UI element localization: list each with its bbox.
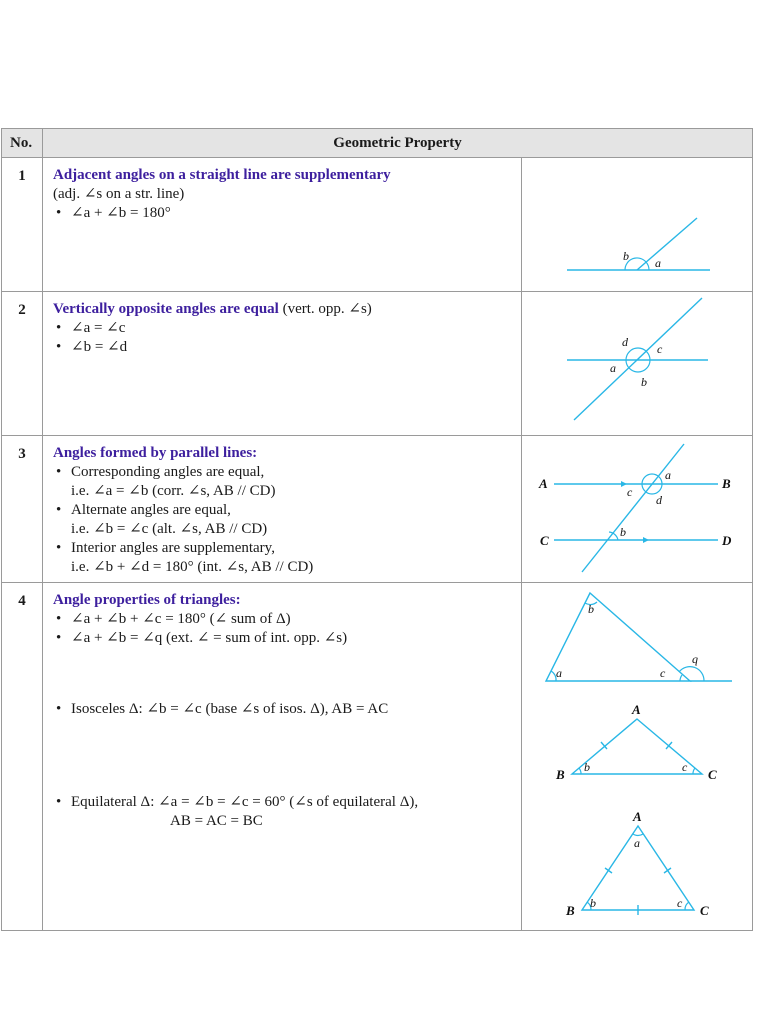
property-bullet: • ∠a = ∠c <box>53 319 513 338</box>
property-text-cell <box>43 158 522 292</box>
property-text-cell <box>43 436 522 583</box>
angle-a-arc <box>646 262 649 270</box>
triangle-sum-shape <box>546 593 690 681</box>
label-D: D <box>722 533 732 548</box>
label-d: d <box>622 335 628 349</box>
label-b: b <box>641 375 647 389</box>
label-A: A <box>632 702 641 717</box>
property-abbreviation: (vert. opp. ∠s) <box>282 301 372 317</box>
table-row <box>2 292 753 436</box>
property-text-cell <box>43 583 522 931</box>
property-title: Angle properties of triangles: <box>53 592 241 608</box>
property-detail: i.e. ∠b + ∠d = 180° (int. ∠s, AB // CD) <box>71 559 314 575</box>
label-b: b <box>620 525 626 539</box>
property-detail: i.e. ∠b = ∠c (alt. ∠s, AB // CD) <box>71 521 268 537</box>
property-bullet: • Alternate angles are equal, <box>53 501 513 520</box>
label-q: q <box>692 652 698 666</box>
label-B: B <box>556 767 565 782</box>
label-C: C <box>708 767 717 782</box>
property-text-cell <box>43 292 522 436</box>
adjacent-angles-diagram <box>522 158 752 290</box>
angle-b-arc <box>579 768 581 774</box>
figure-cell <box>522 583 753 931</box>
property-table-wrapper <box>1 128 752 931</box>
property-bullet: • ∠a + ∠b + ∠c = 180° (∠ sum of Δ) <box>53 610 513 629</box>
property-title: Adjacent angles on a straight line are supplementary <box>53 167 391 183</box>
parallel-lines-diagram <box>522 436 752 581</box>
angle-c-arc <box>693 768 695 774</box>
header-property: Geometric Property <box>43 129 753 158</box>
property-bullet: • Corresponding angles are equal, <box>53 463 513 482</box>
isosceles-bullet: • Isosceles Δ: ∠b = ∠c (base ∠s of isos. Δ), AB = AC <box>53 700 513 719</box>
label-b: b <box>623 249 629 263</box>
transversal <box>582 444 684 572</box>
label-a: a <box>556 666 562 680</box>
row-number: 1 <box>2 158 43 292</box>
tick-ac <box>664 868 671 873</box>
label-C: C <box>540 533 549 548</box>
label-C: C <box>700 903 709 918</box>
line-two <box>574 298 702 420</box>
property-abbreviation: (adj. ∠s on a str. line) <box>53 186 185 202</box>
equilateral-sides: AB = AC = BC <box>170 813 263 829</box>
table-row <box>2 436 753 583</box>
row-number: 3 <box>2 436 43 583</box>
label-b: b <box>584 760 590 774</box>
header-no: No. <box>2 129 43 158</box>
label-d: d <box>656 493 662 507</box>
vertically-opposite-diagram <box>522 292 752 434</box>
label-c: c <box>660 666 666 680</box>
label-a: a <box>655 256 661 270</box>
property-bullet: • ∠a + ∠b = 180° <box>53 204 513 223</box>
label-b: b <box>590 896 596 910</box>
geometric-property-table <box>1 128 753 931</box>
property-bullet: • Interior angles are supplementary, <box>53 539 513 558</box>
property-bullet: • ∠a + ∠b = ∠q (ext. ∠ = sum of int. opp. ∠s) <box>53 629 513 648</box>
tick-ab <box>605 868 612 873</box>
figure-cell <box>522 436 753 583</box>
label-B: B <box>566 903 575 918</box>
table-row <box>2 583 753 931</box>
label-a: a <box>634 836 640 850</box>
label-A: A <box>633 809 642 824</box>
label-B: B <box>722 476 731 491</box>
figure-cell <box>522 158 753 292</box>
angle-c-arc <box>680 675 682 681</box>
table-header-row <box>2 129 753 158</box>
label-a: a <box>610 361 616 375</box>
figure-cell <box>522 292 753 436</box>
label-c: c <box>627 485 633 499</box>
property-title: Vertically opposite angles are equal <box>53 301 279 317</box>
arrow-cd <box>643 537 649 543</box>
property-detail: i.e. ∠a = ∠b (corr. ∠s, AB // CD) <box>71 483 276 499</box>
table-row <box>2 158 753 292</box>
row-number: 2 <box>2 292 43 436</box>
label-b: b <box>588 602 594 616</box>
label-A: A <box>539 476 548 491</box>
property-title: Angles formed by parallel lines: <box>53 445 258 461</box>
triangle-diagrams <box>522 583 752 929</box>
property-bullet: • ∠b = ∠d <box>53 338 513 357</box>
label-c: c <box>657 342 663 356</box>
label-c: c <box>682 760 688 774</box>
row-number: 4 <box>2 583 43 931</box>
label-a: a <box>665 468 671 482</box>
equilateral-bullet: • Equilateral Δ: ∠a = ∠b = ∠c = 60° (∠s of equilateral Δ), <box>53 793 513 812</box>
angle-c-arc <box>685 902 689 910</box>
label-c: c <box>677 896 683 910</box>
